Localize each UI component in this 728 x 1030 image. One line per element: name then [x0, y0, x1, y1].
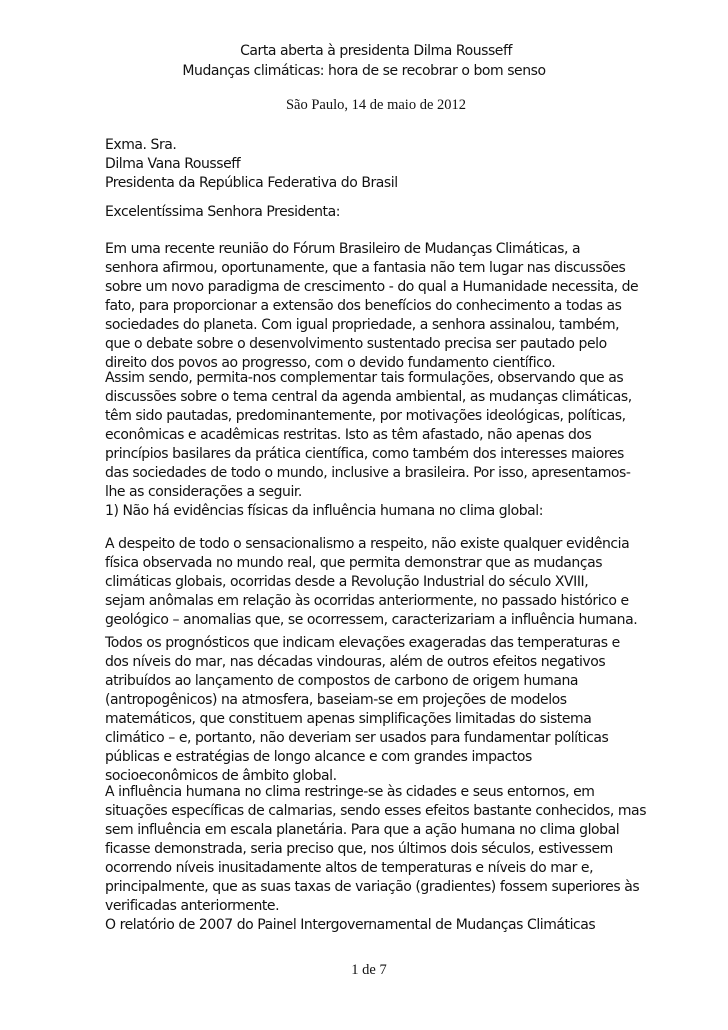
paragraph-line: sociedades do planeta. Com igual propriedade, a senhora assinalou, também, [105, 317, 620, 333]
recipient-address [105, 136, 645, 193]
heading-line: 1) Não há evidências físicas da influência humana no clima global: [105, 503, 543, 519]
paragraph-line: situações específicas de calmarias, sendo esses efeitos bastante conhecidos, mas [105, 803, 647, 819]
paragraph-5 [105, 783, 645, 916]
paragraph-line: A influência humana no clima restringe-se às cidades e seus entornos, em [105, 784, 595, 800]
paragraph-1 [105, 240, 645, 373]
paragraph-line: dos níveis do mar, nas décadas vindouras, além de outros efeitos negativos [105, 654, 606, 670]
paragraph-6 [105, 916, 645, 935]
paragraph-line: Assim sendo, permita-nos complementar tais formulações, observando que as [105, 370, 624, 386]
paragraph-4 [105, 634, 645, 786]
paragraph-3 [105, 535, 645, 630]
paragraph-line: públicas e estratégias de longo alcance e com grandes impactos [105, 749, 532, 765]
letter-date: São Paulo, 14 de maio de 2012 [285, 97, 467, 113]
paragraph-line: principalmente, que as suas taxas de variação (gradientes) fossem superiores às [105, 879, 640, 895]
paragraph-line: sejam anômalas em relação às ocorridas anteriormente, no passado histórico e [105, 593, 629, 609]
paragraph-line: têm sido pautadas, predominantemente, por motivações ideológicas, políticas, [105, 408, 626, 424]
address-line: Exma. Sra. [105, 137, 177, 153]
paragraph-line: matemáticos, que constituem apenas simplificações limitadas do sistema [105, 711, 592, 727]
paragraph-line: lhe as considerações a seguir. [105, 484, 302, 500]
paragraph-line: das sociedades de todo o mundo, inclusive a brasileira. Por isso, apresentamos- [105, 465, 631, 481]
salutation [105, 203, 645, 222]
paragraph-line: ficasse demonstrada, seria preciso que, nos últimos dois séculos, estivessem [105, 841, 613, 857]
paragraph-line: senhora afirmou, oportunamente, que a fantasia não tem lugar nas discussões [105, 260, 626, 276]
paragraph-line: sem influência em escala planetária. Para que a ação humana no clima global [105, 822, 620, 838]
letter-title [0, 41, 728, 81]
paragraph-line: direito dos povos ao progresso, com o devido fundamento científico. [105, 355, 556, 371]
paragraph-line: econômicas e acadêmicas restritas. Isto as têm afastado, não apenas dos [105, 427, 592, 443]
paragraph-line: atribuídos ao lançamento de compostos de carbono de origem humana [105, 673, 579, 689]
paragraph-line: física observada no mundo real, que permita demonstrar que as mudanças [105, 555, 603, 571]
paragraph-line: verificadas anteriormente. [105, 898, 280, 914]
paragraph-line: O relatório de 2007 do Painel Intergovernamental de Mudanças Climáticas [105, 917, 596, 933]
paragraph-line: A despeito de todo o sensacionalismo a respeito, não existe qualquer evidência [105, 536, 630, 552]
paragraph-line: ocorrendo níveis inusitadamente altos de temperaturas e níveis do mar e, [105, 860, 594, 876]
paragraph-line: discussões sobre o tema central da agenda ambiental, as mudanças climáticas, [105, 389, 632, 405]
section-heading-1 [105, 502, 645, 521]
paragraph-line: sobre um novo paradigma de crescimento - do qual a Humanidade necessita, de [105, 279, 639, 295]
title-line: Carta aberta à presidenta Dilma Rousseff [240, 43, 512, 59]
page-number: 1 de 7 [351, 962, 387, 978]
paragraph-line: Todos os prognósticos que indicam elevações exageradas das temperaturas e [105, 635, 620, 651]
salutation-line: Excelentíssima Senhora Presidenta: [105, 204, 340, 220]
paragraph-line: princípios basilares da prática científica, como também dos interesses maiores [105, 446, 624, 462]
paragraph-line: geológico – anomalias que, se ocorressem, caracterizariam a influência humana. [105, 612, 638, 628]
paragraph-line: (antropogênicos) na atmosfera, baseiam-se em projeções de modelos [105, 692, 567, 708]
paragraph-line: Em uma recente reunião do Fórum Brasileiro de Mudanças Climáticas, a [105, 241, 581, 257]
paragraph-2 [105, 369, 645, 502]
paragraph-line: fato, para proporcionar a extensão dos benefícios do conhecimento a todas as [105, 298, 622, 314]
paragraph-line: climáticas globais, ocorridas desde a Revolução Industrial do século XVIII, [105, 574, 589, 590]
address-line: Dilma Vana Rousseff [105, 156, 241, 172]
subtitle-line: Mudanças climáticas: hora de se recobrar o bom senso [182, 63, 546, 79]
paragraph-line: climático – e, portanto, não deveriam ser usados para fundamentar políticas [105, 730, 609, 746]
paragraph-line: socioeconômicos de âmbito global. [105, 768, 337, 784]
address-line: Presidenta da República Federativa do Brasil [105, 175, 398, 191]
paragraph-line: que o debate sobre o desenvolvimento sustentado precisa ser pautado pelo [105, 336, 607, 352]
